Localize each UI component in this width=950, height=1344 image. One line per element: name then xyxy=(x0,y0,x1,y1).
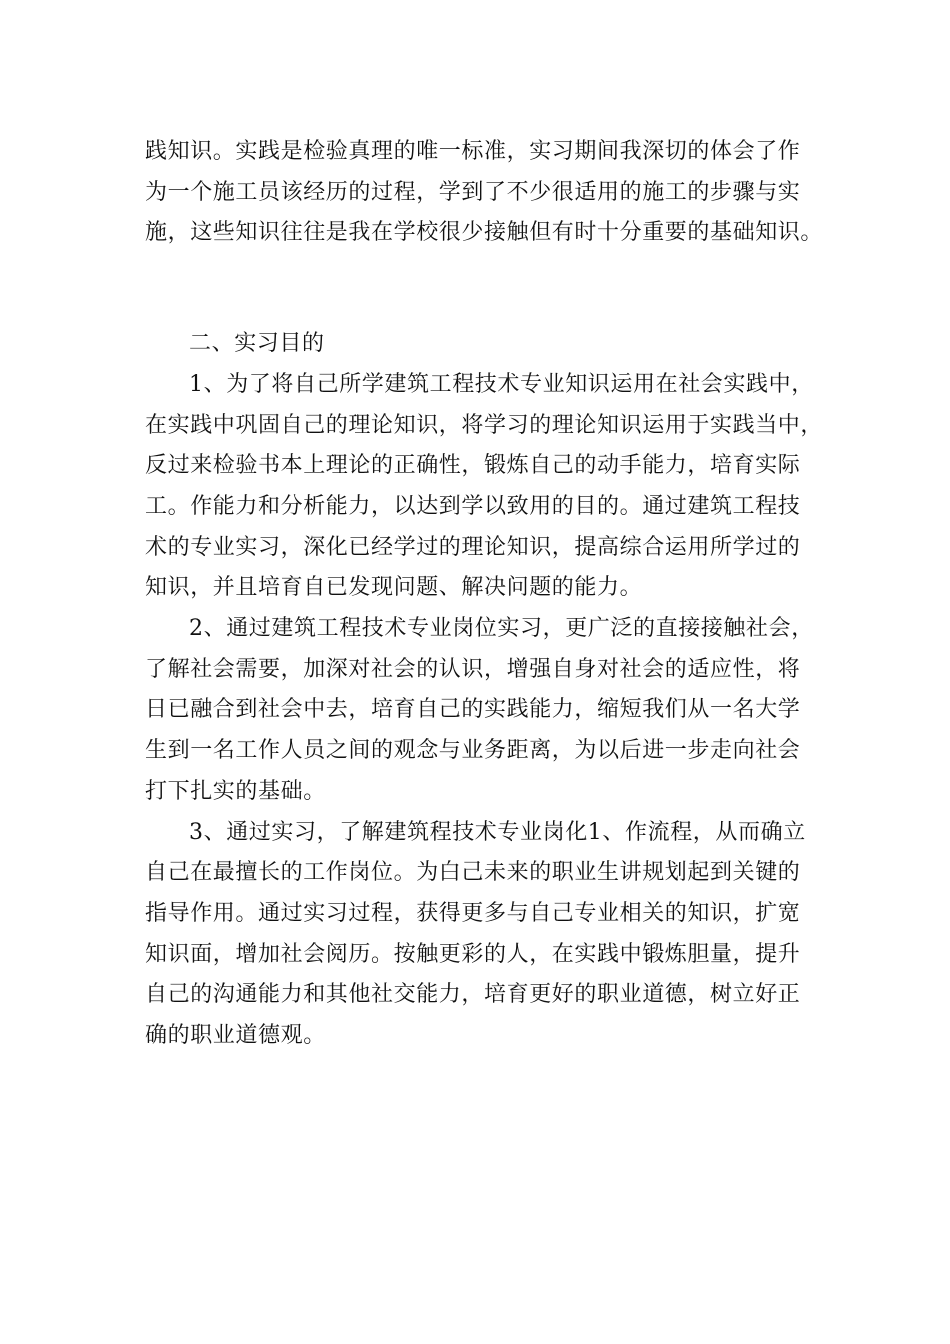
item-2-paragraph xyxy=(145,609,825,813)
intro-line: 施，这些知识往往是我在学校很少接触但有时十分重要的基础知识。 xyxy=(145,220,824,246)
item-3-line: 知识面，增加社会阅历。按触更彩的人，在实践中锻炼胆量，提升 xyxy=(145,941,801,967)
intro-paragraph xyxy=(145,132,825,254)
item-2-line: 了解社会需要，加深对社会的认识，增强自身对社会的适应性，将 xyxy=(145,656,801,682)
item-1-line: 术的专业实习，深化已经学过的理论知识，提高综合运用所学过的 xyxy=(145,534,801,560)
item-1-line: 知识，并且培育自已发现问题、解决问题的能力。 xyxy=(145,575,643,601)
item-1-line: 1、为了将自己所学建筑工程技术专业知识运用在社会实践中， xyxy=(189,371,814,397)
item-1-line: 在实践中巩固自己的理论知识，将学习的理论知识运用于实践当中， xyxy=(145,412,824,438)
section-heading xyxy=(145,324,825,365)
item-3-line: 自己在最擅长的工作岗位。为白己未来的职业生讲规划起到关键的 xyxy=(145,860,801,886)
item-2-line: 2、通过建筑工程技术专业岗位实习，更广泛的直接接触社会， xyxy=(189,616,814,642)
item-3-paragraph xyxy=(145,813,825,1057)
item-1-line: 工。作能力和分析能力，以达到学以致用的目的。通过建筑工程技 xyxy=(145,493,801,519)
item-2-line: 生到一名工作人员之间的观念与业务距离，为以后进一步走向社会 xyxy=(145,738,801,764)
paragraph-gap xyxy=(145,254,825,324)
item-3-line: 自己的沟通能力和其他社交能力，培育更好的职业道德，树立好正 xyxy=(145,982,801,1008)
item-2-line: 日已融合到社会中去，培育自己的实践能力，缩短我们从一名大学 xyxy=(145,697,801,723)
item-3-line: 指导作用。通过实习过程，获得更多与自己专业相关的知识，扩宽 xyxy=(145,900,801,926)
intro-line: 践知识。实践是检验真理的唯一标准，实习期间我深切的体会了作 xyxy=(145,139,801,164)
item-3-line: 确的职业道德观。 xyxy=(145,1023,326,1049)
item-1-paragraph xyxy=(145,365,825,609)
section-heading-text: 二、实习目的 xyxy=(189,331,325,357)
item-1-line: 反过来检验书本上理论的正确性，锻炼自己的动手能力，培育实际 xyxy=(145,453,801,479)
intro-line: 为一个施工员该经历的过程，学到了不少很适用的施工的步骤与实 xyxy=(145,179,801,205)
document-body xyxy=(145,132,825,1057)
item-2-line: 打下扎实的基础。 xyxy=(145,778,326,804)
item-3-line: 3、通过实习，了解建筑程技术专业岗化1、作流程，从而确立 xyxy=(189,819,806,845)
